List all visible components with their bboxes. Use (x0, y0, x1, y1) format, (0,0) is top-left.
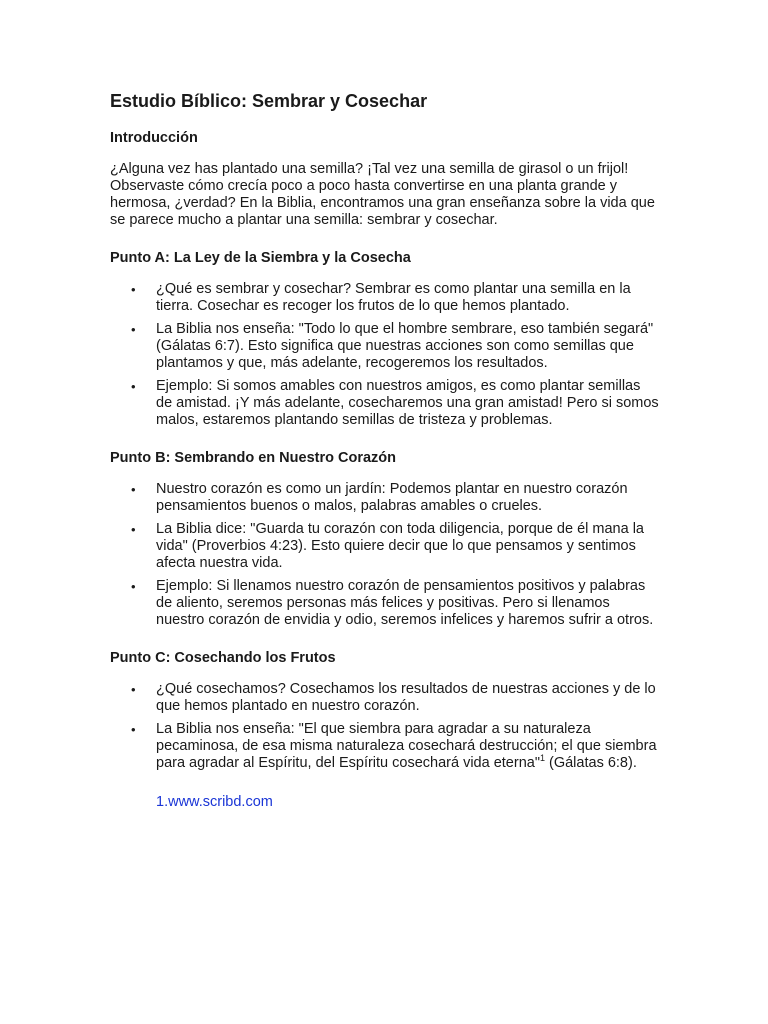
section-list-c (110, 681, 660, 772)
list-item (131, 578, 660, 629)
list-item-text: Ejemplo: Si llenamos nuestro corazón de pensamientos positivos y palabras de aliento, seremos personas más felices y positivas. Pero si llenamos nuestro corazón de envidia y odio, seremos infelices y haremos sufrir a otros. (156, 578, 654, 628)
footnote-link[interactable]: 1.www.scribd.com (156, 794, 273, 810)
list-item-text: La Biblia nos enseña: "El que siembra para agradar a su naturaleza pecaminosa, de esa misma naturaleza cosechará destrucción; el que siembra para agradar al Espíritu, del Espíritu cosechará vida eterna" (156, 721, 657, 771)
bullet-icon: • (131, 522, 136, 537)
document-title: Estudio Bíblico: Sembrar y Cosechar (110, 91, 428, 111)
list-item (131, 681, 660, 715)
bullet-icon: • (131, 322, 136, 337)
bullet-icon: • (131, 379, 136, 394)
list-item-text: La Biblia dice: "Guarda tu corazón con toda diligencia, porque de él mana la vida" (Proverbios 4:23). Esto quiere decir que lo que pensamos y sentimos afecta nuestra vida. (156, 521, 644, 571)
bullet-icon: • (131, 722, 136, 737)
bullet-icon: • (131, 682, 136, 697)
bullet-icon: • (131, 579, 136, 594)
section-heading-a: Punto A: La Ley de la Siembra y la Cosecha (110, 250, 411, 266)
section-heading-c: Punto C: Cosechando los Frutos (110, 650, 336, 666)
section-list-b (110, 481, 660, 629)
bullet-icon: • (131, 482, 136, 497)
list-item (131, 378, 660, 429)
list-item (131, 321, 660, 372)
list-item (131, 281, 660, 315)
intro-paragraph: ¿Alguna vez has plantado una semilla? ¡Tal vez una semilla de girasol o un frijol! Observaste cómo crecía poco a poco hasta convertirse en una planta grande y hermosa, ¿verdad? En la Biblia, encontramos una gran enseñanza sobre la vida que se parece mucho a plantar una semilla: sembrar y cosechar. (110, 161, 655, 228)
list-item (131, 721, 660, 772)
list-item-text: Ejemplo: Si somos amables con nuestros amigos, es como plantar semillas de amistad. ¡Y más adelante, cosecharemos una gran amistad! Pero si somos malos, estaremos plantando semillas de tristeza y problemas. (156, 378, 659, 428)
list-item-text: La Biblia nos enseña: "Todo lo que el hombre sembrare, eso también segará" (Gálatas 6:7). Esto significa que nuestras acciones son como semillas que plantamos y que, más adelante, recogeremos los resultados. (156, 321, 654, 371)
section-heading-b: Punto B: Sembrando en Nuestro Corazón (110, 450, 396, 466)
list-item-text: Nuestro corazón es como un jardín: Podemos plantar en nuestro corazón pensamientos buenos o malos, palabras amables o crueles. (156, 481, 628, 514)
list-item (131, 521, 660, 572)
list-item-text-tail: (Gálatas 6:8). (544, 755, 637, 771)
list-item-text: ¿Qué es sembrar y cosechar? Sembrar es como plantar una semilla en la tierra. Cosechar es recoger los frutos de lo que hemos plantado. (156, 281, 631, 314)
list-item (131, 481, 660, 515)
list-item-text: ¿Qué cosechamos? Cosechamos los resultados de nuestras acciones y de lo que hemos plantado en nuestro corazón. (156, 681, 656, 714)
bullet-icon: • (131, 282, 136, 297)
footnote (110, 794, 660, 811)
intro-heading: Introducción (110, 130, 198, 146)
section-list-a (110, 281, 660, 429)
footnote-marker[interactable]: 1 (539, 753, 545, 764)
